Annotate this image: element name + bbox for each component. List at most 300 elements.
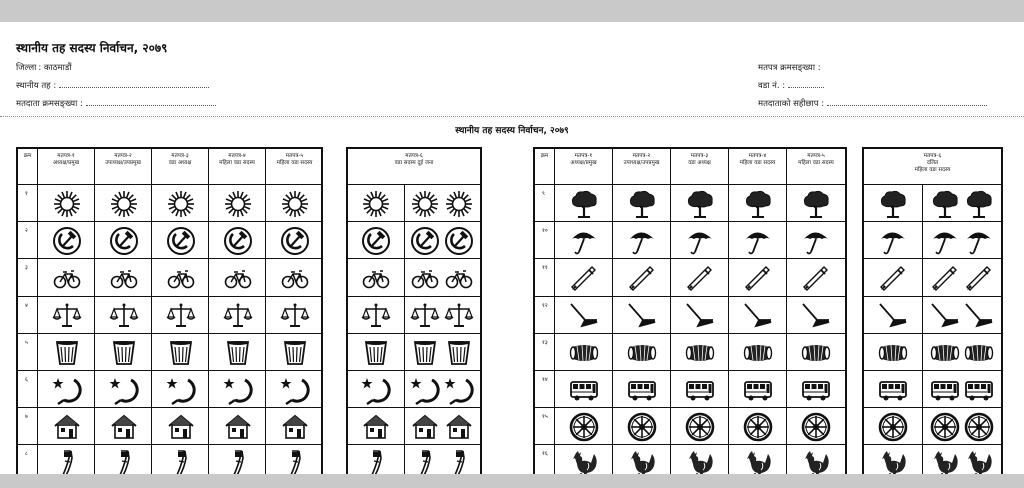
row-number-cell (18, 222, 38, 259)
horn-icon (52, 449, 82, 474)
vote-cell[interactable] (864, 259, 923, 296)
vote-cell[interactable] (266, 371, 323, 408)
vote-cell[interactable] (348, 408, 405, 445)
sun-icon (444, 189, 474, 219)
bus-icon (685, 375, 715, 405)
pen-icon (964, 263, 994, 293)
pen-icon (930, 263, 960, 293)
ward-label: वडा नं. : (758, 81, 786, 91)
row-number: १५ (542, 414, 548, 421)
vote-cell[interactable] (729, 185, 787, 222)
vote-cell[interactable] (787, 222, 845, 259)
ballot-title: स्थानीय तह सदस्य निर्वाचन, २०७९ (455, 126, 569, 136)
vote-cell-pair[interactable] (923, 408, 1001, 445)
ballot-column-header (152, 149, 209, 185)
row-number: ९ (542, 191, 545, 197)
rooster-icon (569, 449, 599, 474)
vote-cell-pair[interactable] (923, 185, 1001, 222)
horn-icon (410, 449, 440, 474)
house-icon (444, 412, 474, 442)
vote-cell[interactable] (95, 408, 152, 445)
cup-icon (223, 337, 253, 367)
header-line: वडा सदस्य दुई जना (394, 160, 434, 166)
cup-icon (280, 337, 310, 367)
cup-icon (109, 337, 139, 367)
vote-cell[interactable] (38, 185, 95, 222)
vote-cell-pair[interactable] (923, 297, 1001, 334)
vote-cell[interactable] (348, 185, 405, 222)
vote-cell[interactable] (348, 371, 405, 408)
row-number-cell (18, 185, 38, 222)
vote-cell[interactable] (729, 371, 787, 408)
rooster-icon (627, 449, 657, 474)
ballot-column-header (38, 149, 95, 185)
ballot-column-header (613, 149, 671, 185)
local-level-label: स्थानीय तह : (16, 81, 57, 91)
vote-cell[interactable] (209, 334, 266, 371)
plough-icon (878, 300, 908, 330)
vote-cell[interactable] (613, 334, 671, 371)
house-icon (109, 412, 139, 442)
star-sickle-icon (52, 375, 82, 405)
tree-icon (964, 189, 994, 219)
vote-cell[interactable] (671, 259, 729, 296)
cup-icon (52, 337, 82, 367)
row-number: १० (542, 228, 548, 235)
vote-cell[interactable] (555, 222, 613, 259)
hammer-sickle-icon (166, 226, 196, 256)
hammer-sickle-icon (410, 226, 440, 256)
drum-icon (685, 337, 715, 367)
row-number: २ (25, 228, 28, 235)
vote-cell[interactable] (787, 334, 845, 371)
tree-icon (801, 189, 831, 219)
vote-cell[interactable] (671, 408, 729, 445)
vote-cell[interactable] (729, 408, 787, 445)
vote-cell[interactable] (555, 445, 613, 474)
wheel-icon (964, 412, 994, 442)
vote-cell[interactable] (787, 408, 845, 445)
vote-cell[interactable] (864, 222, 923, 259)
ballot-name: मतपत्र-२ (632, 153, 651, 159)
row-number-cell (535, 408, 555, 445)
bicycle-icon (223, 263, 253, 293)
vote-cell[interactable] (38, 445, 95, 474)
row-number-cell (535, 334, 555, 371)
row-number-cell (18, 408, 38, 445)
tree-icon (743, 189, 773, 219)
vote-cell[interactable] (348, 297, 405, 334)
tree-icon (930, 189, 960, 219)
district-value: : काठमाडौं (38, 63, 72, 73)
ballot-name: मतपत्र-३ (171, 153, 189, 159)
wheel-icon (685, 412, 715, 442)
vote-cell-pair[interactable] (405, 408, 480, 445)
vote-cell[interactable] (95, 185, 152, 222)
vote-cell[interactable] (152, 222, 209, 259)
vote-cell-pair[interactable] (923, 222, 1001, 259)
sun-icon (361, 189, 391, 219)
wheel-icon (569, 412, 599, 442)
plough-icon (801, 300, 831, 330)
vote-cell[interactable] (348, 222, 405, 259)
vote-cell-pair[interactable] (405, 371, 480, 408)
vote-cell[interactable] (787, 185, 845, 222)
voter-number-blank (86, 98, 216, 106)
star-sickle-icon (444, 375, 474, 405)
vote-cell[interactable] (266, 185, 323, 222)
vote-cell[interactable] (95, 259, 152, 296)
header-line: मतपत्र-६ (405, 153, 423, 159)
vote-cell[interactable] (787, 371, 845, 408)
ward-member-column-header (348, 149, 480, 185)
vote-cell[interactable] (38, 259, 95, 296)
position-name: वडा अध्यक्ष (688, 160, 711, 166)
house-icon (410, 412, 440, 442)
vote-cell[interactable] (864, 445, 923, 474)
vote-cell[interactable] (95, 334, 152, 371)
wheel-icon (930, 412, 960, 442)
vote-cell[interactable] (613, 259, 671, 296)
drum-icon (569, 337, 599, 367)
bus-icon (878, 375, 908, 405)
local-level-field (16, 80, 209, 91)
vote-cell[interactable] (671, 371, 729, 408)
vote-cell[interactable] (864, 408, 923, 445)
drum-icon (878, 337, 908, 367)
vote-cell[interactable] (209, 445, 266, 474)
ballot-column-header (266, 149, 323, 185)
umbrella-icon (627, 226, 657, 256)
row-number: ४ (25, 302, 28, 309)
vote-cell[interactable] (613, 408, 671, 445)
sun-icon (280, 189, 310, 219)
vote-cell[interactable] (95, 371, 152, 408)
vote-cell[interactable] (209, 259, 266, 296)
vote-cell[interactable] (671, 222, 729, 259)
rooster-icon (878, 449, 908, 474)
sun-icon (410, 189, 440, 219)
district-field (16, 62, 72, 73)
ballot-column-header (729, 149, 787, 185)
vote-cell[interactable] (38, 222, 95, 259)
header-line: मतपत्र-६ (923, 153, 942, 159)
header-separator (0, 116, 1024, 117)
vote-cell[interactable] (95, 297, 152, 334)
cup-icon (361, 337, 391, 367)
vote-cell[interactable] (555, 297, 613, 334)
bus-icon (930, 375, 960, 405)
horn-icon (444, 449, 474, 474)
pen-icon (743, 263, 773, 293)
row-number: १३ (542, 339, 548, 346)
vote-cell[interactable] (152, 334, 209, 371)
hammer-sickle-icon (109, 226, 139, 256)
vote-cell[interactable] (864, 185, 923, 222)
row-number-cell (18, 371, 38, 408)
rooster-icon (685, 449, 715, 474)
star-sickle-icon (361, 375, 391, 405)
bus-icon (743, 375, 773, 405)
signature-blank (827, 98, 987, 106)
vote-cell[interactable] (671, 334, 729, 371)
sun-icon (109, 189, 139, 219)
vote-cell[interactable] (555, 259, 613, 296)
horn-icon (361, 449, 391, 474)
bus-icon (627, 375, 657, 405)
row-number-cell (18, 334, 38, 371)
document-title: स्थानीय तह सदस्य निर्वाचन, २०७९ (16, 41, 168, 55)
right-ballot-table (533, 147, 847, 474)
vote-cell[interactable] (787, 297, 845, 334)
ballot-sheet (0, 22, 1024, 474)
ballot-number-field (758, 62, 821, 73)
ward-field (758, 80, 824, 91)
scales-icon (166, 300, 196, 330)
wheel-icon (743, 412, 773, 442)
vote-cell[interactable] (787, 445, 845, 474)
vote-cell[interactable] (209, 222, 266, 259)
vote-cell[interactable] (152, 297, 209, 334)
star-sickle-icon (223, 375, 253, 405)
vote-cell-pair[interactable] (405, 445, 480, 474)
voter-number-label: मतदाता क्रमसङ्ख्या : (16, 99, 83, 109)
cup-icon (444, 337, 474, 367)
vote-cell[interactable] (613, 371, 671, 408)
bicycle-icon (166, 263, 196, 293)
bicycle-icon (52, 263, 82, 293)
house-icon (52, 412, 82, 442)
umbrella-icon (801, 226, 831, 256)
wheel-icon (878, 412, 908, 442)
vote-cell-pair[interactable] (405, 259, 480, 296)
vote-cell[interactable] (671, 185, 729, 222)
ballot-column-header (787, 149, 845, 185)
vote-cell[interactable] (555, 371, 613, 408)
tree-icon (569, 189, 599, 219)
ballot-name: मतपत्र-५ (285, 153, 304, 159)
vote-cell[interactable] (95, 222, 152, 259)
house-icon (166, 412, 196, 442)
vote-cell-pair[interactable] (923, 445, 1001, 474)
rooster-icon (801, 449, 831, 474)
vote-cell[interactable] (95, 445, 152, 474)
vote-cell[interactable] (555, 185, 613, 222)
drum-icon (801, 337, 831, 367)
vote-cell[interactable] (555, 334, 613, 371)
vote-cell-pair[interactable] (405, 185, 480, 222)
position-name: अध्यक्ष/प्रमुख (570, 160, 597, 166)
row-number: १२ (542, 302, 548, 309)
vote-cell[interactable] (209, 297, 266, 334)
ballot-name: मतपत्र-२ (114, 153, 132, 159)
bicycle-icon (109, 263, 139, 293)
scales-icon (223, 300, 253, 330)
pen-icon (878, 263, 908, 293)
position-name: वडा अध्यक्ष (168, 160, 192, 166)
rooster-icon (964, 449, 994, 474)
ballot-name: मतपत्र-४ (748, 153, 767, 159)
umbrella-icon (743, 226, 773, 256)
hammer-sickle-icon (52, 226, 82, 256)
row-number: १ (25, 191, 28, 197)
vote-cell[interactable] (152, 445, 209, 474)
plough-icon (685, 300, 715, 330)
ballot-name: मतपत्र-१ (57, 153, 75, 159)
scales-icon (280, 300, 310, 330)
vote-cell[interactable] (348, 259, 405, 296)
vote-cell[interactable] (729, 222, 787, 259)
sun-icon (223, 189, 253, 219)
vote-cell[interactable] (613, 445, 671, 474)
tree-icon (878, 189, 908, 219)
horn-icon (166, 449, 196, 474)
pen-icon (627, 263, 657, 293)
local-level-blank (59, 80, 209, 88)
vote-cell[interactable] (209, 371, 266, 408)
vote-cell[interactable] (38, 297, 95, 334)
house-icon (223, 412, 253, 442)
star-sickle-icon (109, 375, 139, 405)
hammer-sickle-icon (280, 226, 310, 256)
vote-cell[interactable] (729, 334, 787, 371)
vote-cell[interactable] (729, 445, 787, 474)
vote-cell[interactable] (38, 334, 95, 371)
ballot-column-header (95, 149, 152, 185)
row-number-header: क्रम (18, 149, 38, 185)
horn-icon (223, 449, 253, 474)
plough-icon (569, 300, 599, 330)
vote-cell[interactable] (38, 371, 95, 408)
position-name: महिला वडा सदस्य (798, 160, 834, 166)
bus-icon (801, 375, 831, 405)
umbrella-icon (685, 226, 715, 256)
ward-blank (788, 80, 824, 88)
tree-icon (685, 189, 715, 219)
bottom-bar (0, 474, 1024, 488)
drum-icon (743, 337, 773, 367)
header-line: दलित (926, 160, 939, 166)
row-number: ७ (25, 414, 28, 421)
horn-icon (280, 449, 310, 474)
header-line: महिला वडा सदस्य (914, 167, 951, 173)
vote-cell[interactable] (613, 297, 671, 334)
right-ward-member-table (862, 147, 1003, 474)
vote-cell[interactable] (266, 334, 323, 371)
vote-cell[interactable] (152, 259, 209, 296)
vote-cell[interactable] (864, 297, 923, 334)
umbrella-icon (569, 226, 599, 256)
vote-cell[interactable] (209, 185, 266, 222)
house-icon (361, 412, 391, 442)
hammer-sickle-icon (361, 226, 391, 256)
vote-cell[interactable] (38, 408, 95, 445)
vote-cell[interactable] (266, 408, 323, 445)
row-number-cell (18, 297, 38, 334)
drum-icon (930, 337, 960, 367)
vote-cell[interactable] (266, 222, 323, 259)
row-number-cell (535, 259, 555, 296)
district-label: जिल्ला (16, 63, 37, 73)
rooster-icon (930, 449, 960, 474)
star-sickle-icon (410, 375, 440, 405)
vote-cell-pair[interactable] (923, 259, 1001, 296)
vote-cell-pair[interactable] (405, 222, 480, 259)
cup-icon (166, 337, 196, 367)
ballot-number-label: मतपत्र क्रमसङ्ख्या : (758, 63, 821, 73)
vote-cell-pair[interactable] (405, 334, 480, 371)
vote-cell-pair[interactable] (923, 334, 1001, 371)
position-name: महिला वडा सदस्य (276, 160, 313, 166)
vote-cell[interactable] (348, 445, 405, 474)
umbrella-icon (930, 226, 960, 256)
row-number: १४ (542, 377, 548, 383)
bus-icon (964, 375, 994, 405)
vote-cell-pair[interactable] (405, 297, 480, 334)
wheel-icon (627, 412, 657, 442)
position-name: उपाध्यक्ष/उपप्रमुख (105, 160, 141, 166)
ballot-name: मतपत्र-५ (807, 153, 825, 159)
umbrella-icon (964, 226, 994, 256)
vote-cell[interactable] (152, 408, 209, 445)
plough-icon (627, 300, 657, 330)
row-number-cell (535, 445, 555, 474)
vote-cell[interactable] (266, 297, 323, 334)
scales-icon (361, 300, 391, 330)
tree-icon (627, 189, 657, 219)
pen-icon (801, 263, 831, 293)
vote-cell[interactable] (613, 222, 671, 259)
sun-icon (166, 189, 196, 219)
position-name: महिला वडा सदस्य (739, 160, 776, 166)
vote-cell[interactable] (864, 371, 923, 408)
vote-cell[interactable] (348, 334, 405, 371)
scales-icon (109, 300, 139, 330)
scales-icon (410, 300, 440, 330)
vote-cell[interactable] (729, 259, 787, 296)
plough-icon (930, 300, 960, 330)
house-icon (280, 412, 310, 442)
vote-cell[interactable] (729, 297, 787, 334)
voter-number-field (16, 98, 216, 109)
vote-cell[interactable] (152, 371, 209, 408)
ballot-name: मतपत्र-१ (574, 153, 593, 159)
drum-icon (627, 337, 657, 367)
vote-cell[interactable] (613, 185, 671, 222)
row-number-cell (535, 297, 555, 334)
vote-cell[interactable] (787, 259, 845, 296)
vote-cell[interactable] (152, 185, 209, 222)
ballot-column-header (209, 149, 266, 185)
bicycle-icon (280, 263, 310, 293)
vote-cell-pair[interactable] (923, 371, 1001, 408)
row-number-cell (535, 222, 555, 259)
ballot-column-header (555, 149, 613, 185)
vote-cell[interactable] (209, 408, 266, 445)
row-number-cell (18, 259, 38, 296)
scales-icon (52, 300, 82, 330)
vote-cell[interactable] (864, 334, 923, 371)
vote-cell[interactable] (266, 259, 323, 296)
bicycle-icon (444, 263, 474, 293)
vote-cell[interactable] (671, 445, 729, 474)
dalit-member-column-header (864, 149, 1001, 185)
vote-cell[interactable] (555, 408, 613, 445)
vote-cell[interactable] (671, 297, 729, 334)
horn-icon (109, 449, 139, 474)
row-number: ३ (25, 265, 28, 272)
vote-cell[interactable] (266, 445, 323, 474)
